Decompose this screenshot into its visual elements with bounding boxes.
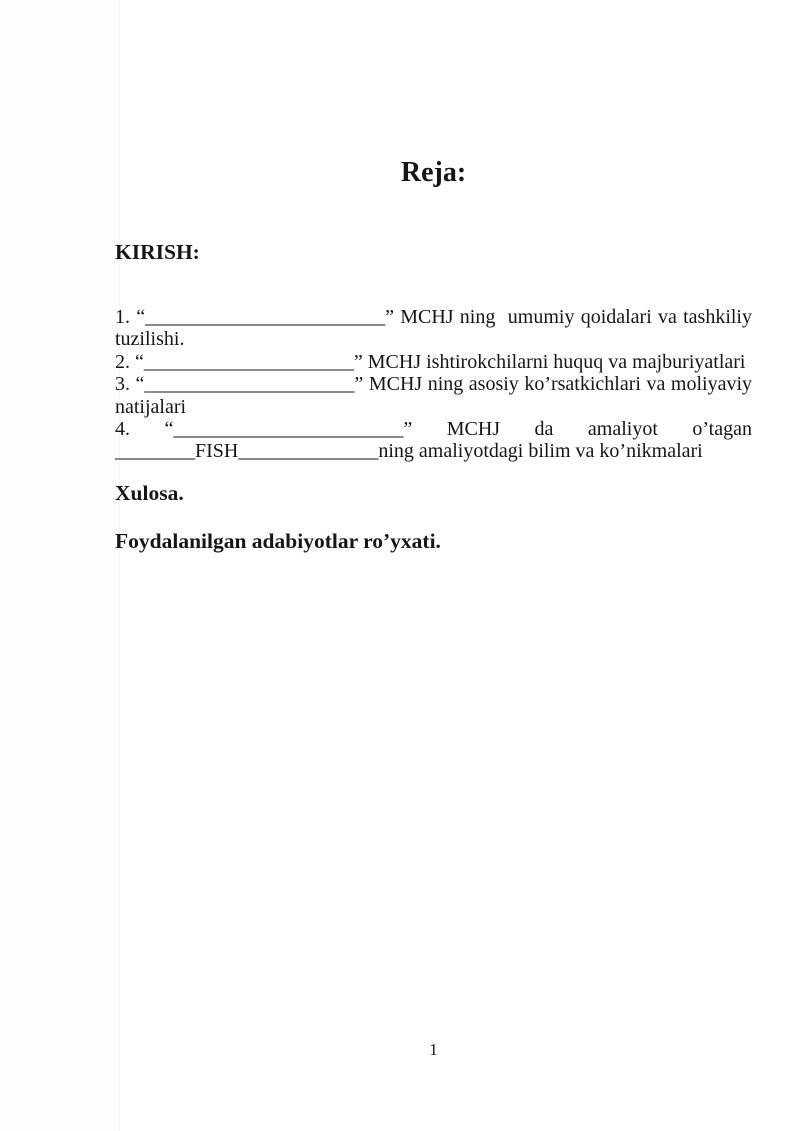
plan-item-2-line-1: 2. “_____________________” MCHJ ishtirokchilarni huquq va majburiyatlari	[115, 350, 746, 373]
plan-item-1-line-1: 1. “________________________” MCHJ ning umumiy qoidalari va tashkiliy	[115, 306, 752, 328]
heading-kirish: KIRISH:	[115, 240, 200, 264]
plan-item-3-line-2: natijalari	[115, 395, 187, 418]
plan-item-4-line-2: ________FISH______________ning amaliyotdagi bilim va ko’nikmalari	[115, 440, 703, 463]
heading-references: Foydalanilgan adabiyotlar ro’yxati.	[115, 529, 441, 553]
plan-list	[115, 306, 752, 463]
page-title: Reja:	[400, 157, 467, 188]
heading-xulosa: Xulosa.	[115, 481, 184, 505]
plan-item-3-line-1: 3. “_____________________” MCHJ ning asosiy ko’rsatkichlari va moliyaviy	[115, 373, 752, 396]
scan-edge-artifact	[0, 0, 120, 1131]
plan-item-1-line-2: tuzilishi.	[115, 328, 185, 351]
plan-item-4-line-1: 4. “_______________________” MCHJ da amaliyot o’tagan	[115, 418, 752, 441]
page-number: 1	[429, 1040, 438, 1059]
